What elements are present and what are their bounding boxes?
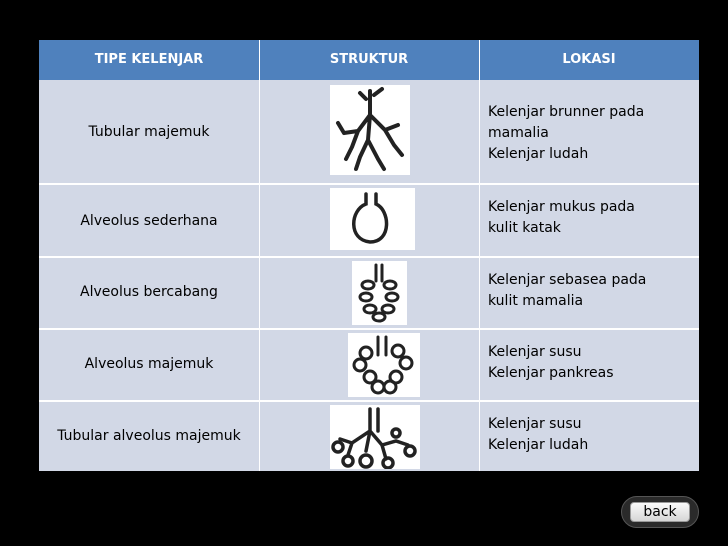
tipe-cell: Tubular alveolus majemuk: [57, 428, 241, 444]
branched-alveolar-gland-icon: [352, 261, 407, 325]
tipe-cell: Alveolus sederhana: [80, 213, 218, 229]
lokasi-line: Kelenjar sebasea pada: [488, 272, 647, 288]
table-row: [39, 185, 699, 256]
header-struktur: STRUKTUR: [329, 52, 409, 67]
tipe-cell: Alveolus majemuk: [84, 356, 214, 372]
lokasi-line: Kelenjar susu: [488, 344, 582, 360]
lokasi-line: Kelenjar susu: [488, 416, 582, 432]
gland-table: [39, 40, 699, 471]
compound-alveolar-gland-icon: [348, 333, 420, 397]
lokasi-cell: [488, 342, 688, 384]
back-button[interactable]: [621, 496, 699, 528]
table-row: [39, 330, 699, 400]
tubuloalveolar-gland-icon: [330, 405, 420, 469]
tipe-cell: Tubular majemuk: [88, 124, 210, 140]
lokasi-cell: [488, 197, 688, 239]
lokasi-line: Kelenjar brunner pada: [488, 104, 645, 120]
lokasi-line: kulit mamalia: [488, 293, 584, 309]
tipe-cell: Alveolus bercabang: [80, 284, 218, 300]
back-button-label[interactable]: back: [630, 502, 690, 522]
table-row: [39, 258, 699, 328]
lokasi-cell: [488, 102, 688, 165]
lokasi-line: kulit katak: [488, 220, 561, 236]
table-row: [39, 80, 699, 183]
tubular-compound-gland-icon: [330, 85, 410, 175]
header-tipe-kelenjar: TIPE KELENJAR: [94, 52, 204, 67]
lokasi-line: Kelenjar pankreas: [488, 365, 614, 381]
lokasi-line: Kelenjar mukus pada: [488, 199, 635, 215]
table-row: [39, 402, 699, 471]
lokasi-line: Kelenjar ludah: [488, 146, 589, 162]
lokasi-cell: [488, 414, 688, 456]
table-header: [39, 40, 699, 80]
lokasi-line: Kelenjar ludah: [488, 437, 589, 453]
header-lokasi: LOKASI: [562, 52, 616, 67]
lokasi-line: mamalia: [488, 125, 549, 141]
lokasi-cell: [488, 270, 688, 312]
simple-alveolar-gland-icon: [330, 188, 415, 250]
